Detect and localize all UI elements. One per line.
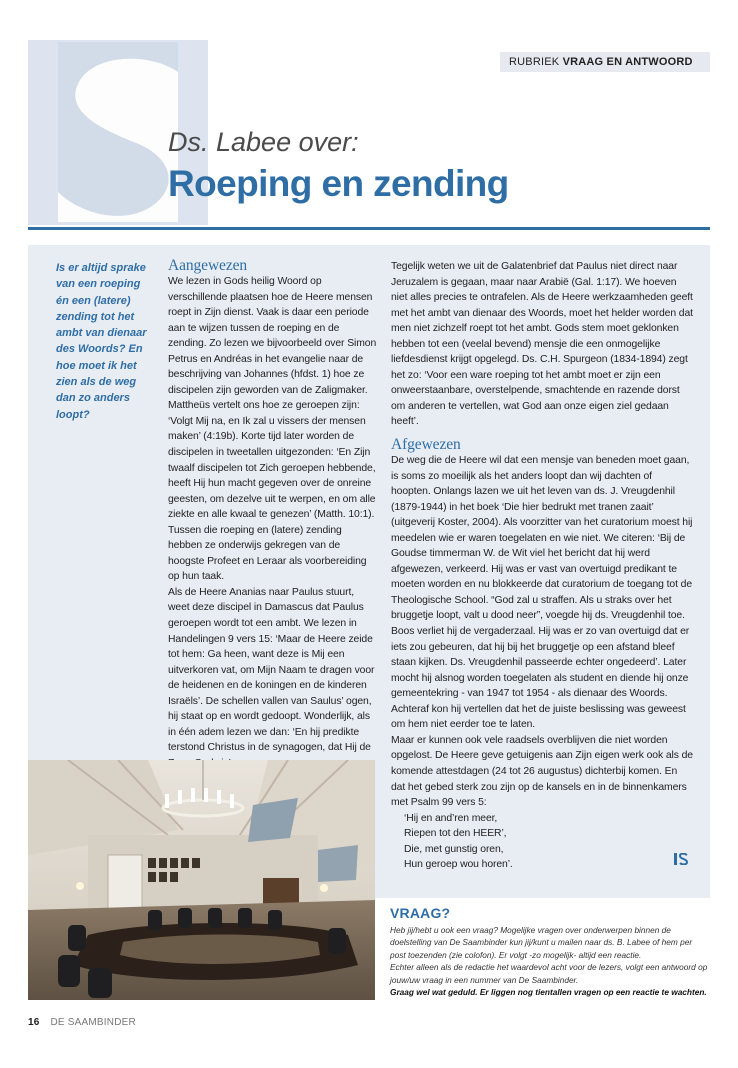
subheading-aangewezen: Aangewezen: [168, 257, 248, 274]
column2-paragraph-1: Tegelijk weten we uit de Galatenbrief dat Paulus niet direct naar Jeruzalem is gegaan, maar naar Arabië (Gal. 1:17). We hoeven niet alles precies te ontrafelen. Als de Heere werkzaamheden geeft met het ambt van dienaar des Woords, moet het helder worden dat men niet zichzelf roept tot het ambt. Gods stem moet geklonken hebben tot een (veelal bevend) mensje die een onmogelijke liefdesdienst krijgt opgelegd. Ds. C.H. Spurgeon (1834-1894) zegt het zo: ‘Voor een ware roeping tot het ambt moet er zijn een onweerstaanbare, overstelpende, smachtende en razende dorst om anderen te vertellen, wat God aan onze eigen ziel gedaan heeft’.: [391, 261, 693, 428]
question-box: [390, 905, 710, 998]
article-column-2: [391, 259, 694, 873]
page-footer: [28, 1017, 136, 1028]
page-title: Roeping en zending: [168, 163, 509, 204]
title-divider: [28, 227, 710, 230]
psalm-line: ‘Hij en and’ren meer,: [404, 812, 498, 824]
title-kicker: Ds. Labee over:: [168, 127, 359, 157]
psalm-line: Riepen tot den HEER’,: [404, 828, 507, 840]
section-label-name: VRAAG EN ANTWOORD: [562, 56, 693, 68]
question-box-text: Heb jij/hebt u ook een vraag? Mogelijke vragen over onderwerpen binnen de doelstelling van De Saambinder kun jij/kunt u mailen naar ds. B. Labee of hem per post toezenden (zie colofon). Er volgt -zo mogelijk- altijd een reactie.: [390, 925, 693, 960]
column2-paragraph-3: Maar er kunnen ook vele raadsels overblijven die niet worden opgelost. De Heere geve getuigenis aan Zijn eigen werk ook als de komende attestdagen (24 tot 26 augustus) dichterbij komen. En dat het gebed sterk zou zijn op de kansels en in de binnenkamers met Psalm 99 vers 5:: [391, 734, 693, 809]
intro-question: Is er altijd sprake van een roeping én een (latere) zending tot het ambt van dienaar des Woords? En hoe moet ik het zien als de weg dan zo anders loopt?: [56, 262, 147, 421]
column1-paragraph-1: We lezen in Gods heilig Woord op verschillende plaatsen hoe de Heere mensen roept in Zijn dienst. Vaak is daar een periode aan te wijzen tussen de roeping en de zending. Zo lezen we bijvoorbeeld over Simon Petrus en Andréas in het evangelie naar de beschrijving van Johannes (hfdst. 1) hoe ze discipelen zijn geworden van de Zaligmaker. Mattheüs vertelt ons hoe ze geroepen zijn: ‘Volgt Mij na, en Ik zal u vissers der mensen maken’ (4:19b). Korte tijd later worden de discipelen in tweetallen uitgezonden: ‘En Zijn twaalf discipelen tot Zich geroepen hebbende, heeft Hij hun macht gegeven over de onreine geesten, om dezelve uit te werpen, en om alle ziekte en alle kwaal te genezen’ (Matth. 10:1). Tussen die roeping en (latere) zending hebben ze onderwijs gekregen van de hoogste Profeet en Leraar als voorbereiding op hun taak.: [168, 276, 377, 583]
article-column-1: [168, 257, 378, 772]
psalm-quote: [391, 811, 694, 873]
column1-paragraph-2: Als de Heere Ananias naar Paulus stuurt, weet deze discipel in Damascus dat Paulus geroepen wordt tot een ambt. We lezen in Handelingen 9 vers 15: ‘Maar de Heere zeide tot hem: Ga heen, want deze is Mij een uitverkoren vat, om Mijn Naam te dragen voor de heidenen en de koningen en de kinderen Israëls’. De schellen vallen van Saulus’ ogen, hij staat op en wordt gedoopt. Wonderlijk, als in één adem lezen we dan: ‘En hij predikte terstond Christus in de synagogen, dat Hij de: [168, 586, 375, 754]
section-label-prefix: RUBRIEK: [509, 56, 560, 68]
conference-room-illustration: [28, 760, 375, 1000]
section-label: [500, 52, 710, 72]
end-mark-icon: [674, 853, 688, 865]
subheading-afgewezen: Afgewezen: [391, 436, 461, 454]
column2-paragraph-2: De weg die de Heere wil dat een mensje van beneden moet gaan, is soms zo moeilijk als het anders loopt dan wij dachten of hoopten. Onlangs lazen we uit het leven van ds. J. Vreugdenhil (1879-1944) in het boek ‘Die hier bedrukt met tranen zaait’ (uitgeverij Koster, 2004). Als voorzitter van het curatorium moest hij meedelen wie er waren toegelaten en wie niet. We citeren: ‘Bij de Goudse timmerman W. de Wit viel het bericht dat hij werd afgewezen, verkeerd. Hij was er vast van overtuigd predikant te moeten worden en nu blokkeerde dat curatorium de toegang tot de Theologische School. “God zal u straffen. Als u straks over het bruggetje loopt, valt u dood neer”, voegde hij ds. Vreugdenhil toe. Boos verliet hij de vergaderzaal. Hij was er zo van overtuigd dat er iets zou gebeuren, dat hij bij het bruggetje op een afstand bleef staan kijken. Ds. Vreugdenhil passeerde echter ongedeerd’. Later mocht hij alsnog worden toegelaten als student en diende hij onze gemeentekring - van 1947 tot 1954 - als dienaar des Woords. Achteraf kon hij vertellen dat het de juiste beslissing was geweest om hem niet eerder toe te laten.: [391, 455, 693, 731]
question-box-text: Echter alleen als de redactie het waardevol acht voor de lezers, volgt een antwoord op jouw/uw vraag in een nummer van De Saambinder.: [390, 962, 708, 985]
publication-name: DE SAAMBINDER: [50, 1017, 136, 1028]
psalm-line: Die, met gunstig oren,: [404, 843, 504, 855]
conference-room-photo: [28, 760, 375, 1000]
question-box-note: Graag wel wat geduld. Er liggen nog tientallen vragen op een reactie te wachten.: [390, 987, 707, 998]
page-number: 16: [28, 1017, 40, 1028]
psalm-line: Hun geroep wou horen’.: [404, 859, 513, 871]
question-box-heading: VRAAG?: [390, 905, 451, 921]
